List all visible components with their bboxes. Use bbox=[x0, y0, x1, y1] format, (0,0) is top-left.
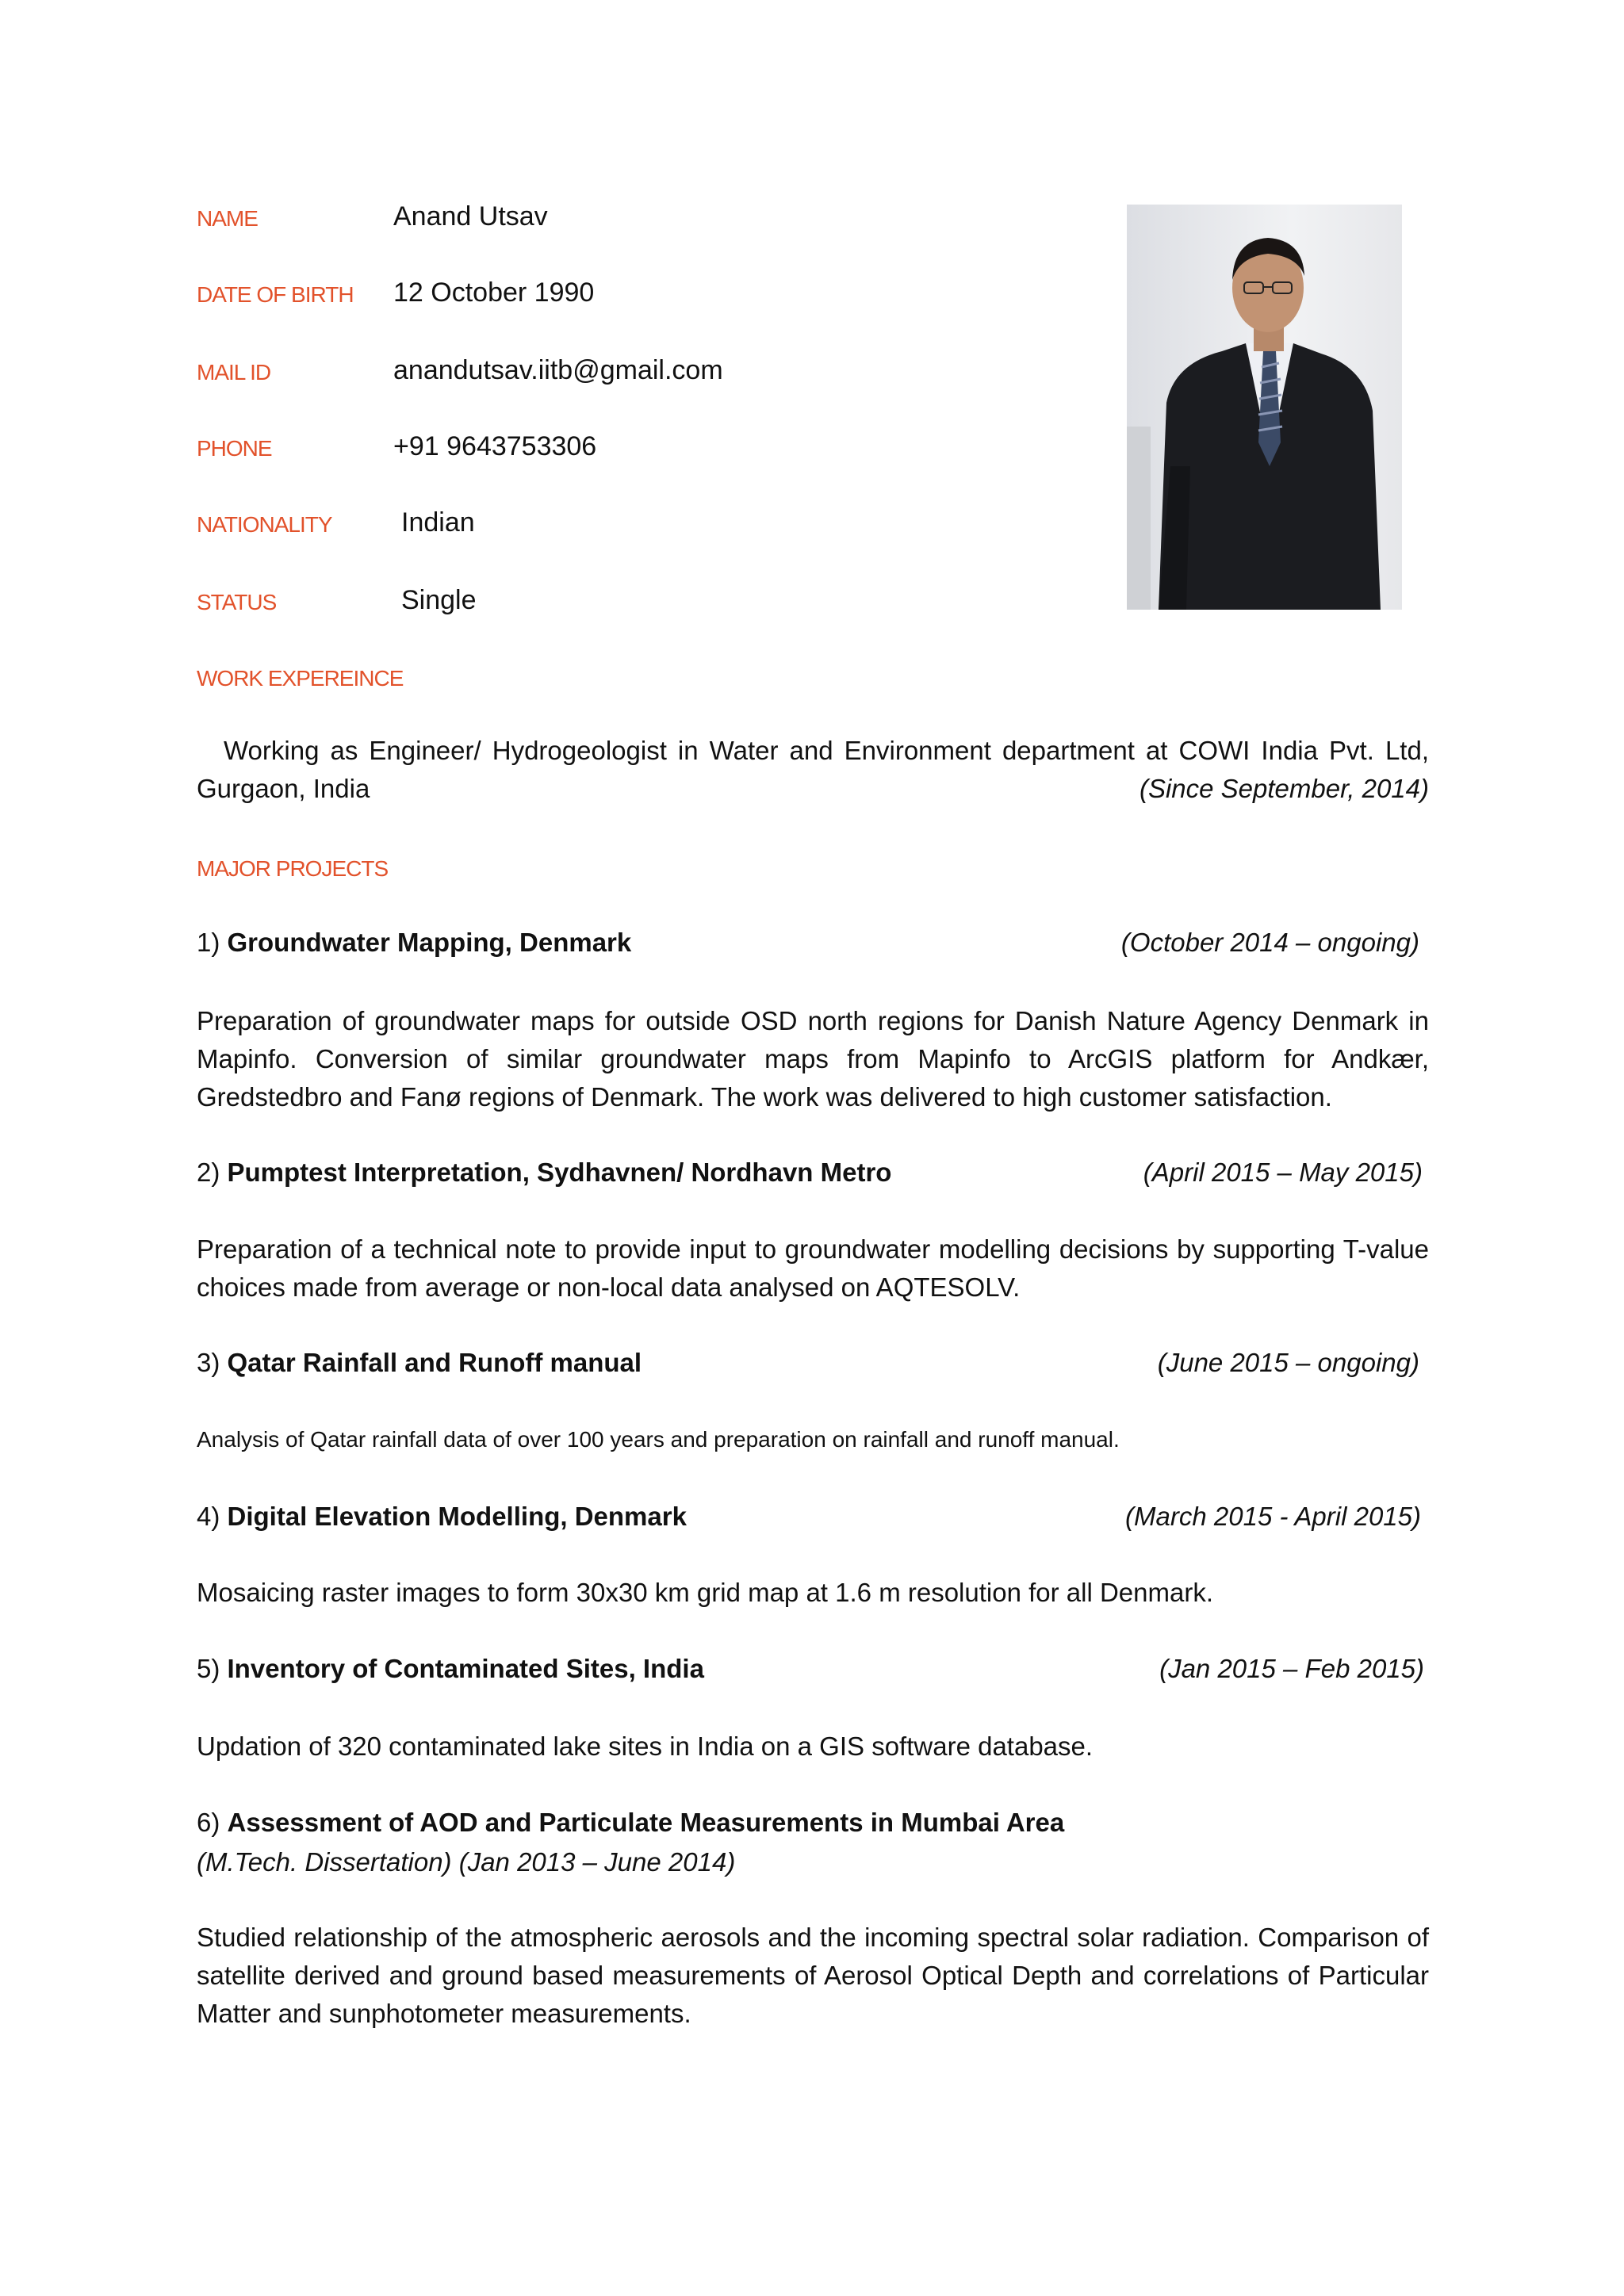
project-4-title: 4) Digital Elevation Modelling, Denmark bbox=[197, 1502, 687, 1531]
project-3-description: Analysis of Qatar rainfall data of over 100 years and preparation on rainfall and runoff manual. bbox=[197, 1427, 1120, 1452]
project-6-date: (M.Tech. Dissertation) (Jan 2013 – June 2014) bbox=[197, 1847, 736, 1877]
status-label: STATUS bbox=[197, 590, 277, 614]
project-1-date: (October 2014 – ongoing) bbox=[1120, 928, 1419, 957]
project-1-title: 1) Groundwater Mapping, Denmark bbox=[197, 928, 632, 957]
status-value: Single bbox=[401, 585, 477, 615]
work-since: (Since September, 2014) bbox=[1139, 774, 1429, 803]
phone-value: +91 9643753306 bbox=[393, 431, 597, 461]
project-3-date: (June 2015 – ongoing) bbox=[1157, 1348, 1419, 1377]
project-2-title: 2) Pumptest Interpretation, Sydhavnen/ Nordhavn Metro bbox=[197, 1158, 892, 1187]
project-5-description: Updation of 320 contaminated lake sites in India on a GIS software database. bbox=[197, 1732, 1094, 1761]
project-1-description: Preparation of groundwater maps for outside OSD north regions for Danish Nature Agency Denmark in Mapinfo. Conversion of similar groundwater maps from Mapinfo to ArcGIS platform for Andkær, Gredstedbro and Fanø regions of Denmark. The work was delivered to high customer satisfaction. bbox=[197, 1006, 1429, 1112]
project-5-title: 5) Inventory of Contaminated Sites, India bbox=[197, 1654, 704, 1683]
project-2-description: Preparation of a technical note to provide input to groundwater modelling decisions by supporting T-value choices made from average or non-local data analysed on AQTESOLV. bbox=[197, 1234, 1429, 1302]
project-6-title: 6) Assessment of AOD and Particulate Measurements in Mumbai Area bbox=[197, 1808, 1065, 1837]
profile-photo bbox=[1127, 205, 1402, 610]
mail-value: anandutsav.iitb@gmail.com bbox=[393, 355, 723, 385]
project-4-date: (March 2015 - April 2015) bbox=[1125, 1502, 1421, 1531]
name-value: Anand Utsav bbox=[393, 201, 548, 232]
dob-label: DATE OF BIRTH bbox=[197, 282, 354, 307]
nationality-value: Indian bbox=[401, 507, 475, 538]
work-description-line1: Working as Engineer/ Hydrogeologist in Water and Environment department at COWI India Pvt. Ltd, bbox=[224, 736, 1429, 765]
project-4-description: Mosaicing raster images to form 30x30 km grid map at 1.6 m resolution for all Denmark. bbox=[197, 1578, 1214, 1607]
work-heading: WORK EXPEREINCE bbox=[197, 666, 404, 691]
project-6-description: Studied relationship of the atmospheric aerosols and the incoming spectral solar radiation. Comparison of satellite derived and ground based measurements of Aerosol Optical Depth and correlations of Particular Matter and sunphotometer measurements. bbox=[197, 1923, 1429, 2028]
project-5-date: (Jan 2015 – Feb 2015) bbox=[1159, 1654, 1424, 1683]
mail-label: MAIL ID bbox=[197, 360, 271, 385]
name-label: NAME bbox=[197, 206, 258, 231]
nationality-label: NATIONALITY bbox=[197, 512, 332, 537]
phone-label: PHONE bbox=[197, 436, 272, 461]
project-3-title: 3) Qatar Rainfall and Runoff manual bbox=[197, 1348, 642, 1377]
work-description-line2: Gurgaon, India bbox=[197, 774, 370, 803]
project-2-date: (April 2015 – May 2015) bbox=[1143, 1158, 1423, 1187]
dob-value: 12 October 1990 bbox=[393, 277, 595, 308]
projects-heading: MAJOR PROJECTS bbox=[197, 856, 389, 881]
